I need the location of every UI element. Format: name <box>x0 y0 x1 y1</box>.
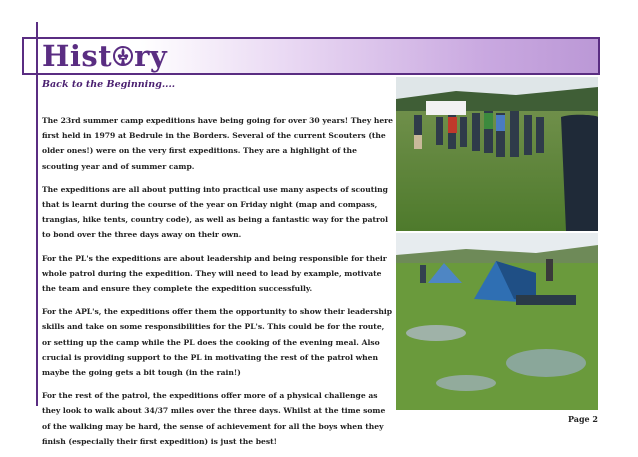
banner-right-border <box>598 37 600 75</box>
fleur-de-lis-icon <box>112 42 134 66</box>
banner-bottom-border <box>22 73 600 75</box>
photo-scouts-lineup <box>396 77 598 231</box>
body-text <box>42 113 394 457</box>
paragraph-skills: The expeditions are all about putting into practical use many aspects of scouting that is learnt during the course of the year on Friday night (map and compass, trangias, hike tents, country code), as well as being a fantastic way for the patrol to bond over the three days away on their own. <box>42 184 388 240</box>
title-part-1: Hist <box>42 39 113 73</box>
page-title <box>42 40 167 72</box>
paragraph-apl: For the APL's, the expeditions offer them the opportunity to show their leadership skills and take on some responsibilities for the PL's. This could be for the route, or setting up the camp while the PL does the cooking of the evening meal. Also crucial is providing support to the PL in motivating the rest of the patrol when maybe the going gets a bit tough (in the rain!) <box>42 307 393 378</box>
paragraph-pl: For the PL's the expeditions are about leadership and being responsible for their whole patrol during the expedition. They will need to lead by example, motivate the team and ensure they complete the expedition successfully. <box>42 253 387 294</box>
page-subtitle: Back to the Beginning.... <box>42 79 176 90</box>
banner-left-border <box>22 37 24 75</box>
title-part-2: ry <box>134 39 168 73</box>
left-vertical-rule <box>36 22 38 406</box>
photo-tents-field <box>396 233 598 410</box>
paragraph-intro: The 23rd summer camp expeditions have being going for over 30 years! They here first held in 1979 at Bedrule in the Borders. Several of the current Scouters (the older ones!) were on the very first expeditions. They are a highlight of the scouting year and of summer camp. <box>42 116 393 171</box>
page-number: Page 2 <box>567 414 598 424</box>
paragraph-patrol: For the rest of the patrol, the expeditions offer more of a physical challenge as they look to walk about 34/37 miles over the three days. Whilst at the time some of the walking may be hard, the sense of achievement for all the boys when they finish (especially their first expedition) is just the best! <box>42 391 386 446</box>
